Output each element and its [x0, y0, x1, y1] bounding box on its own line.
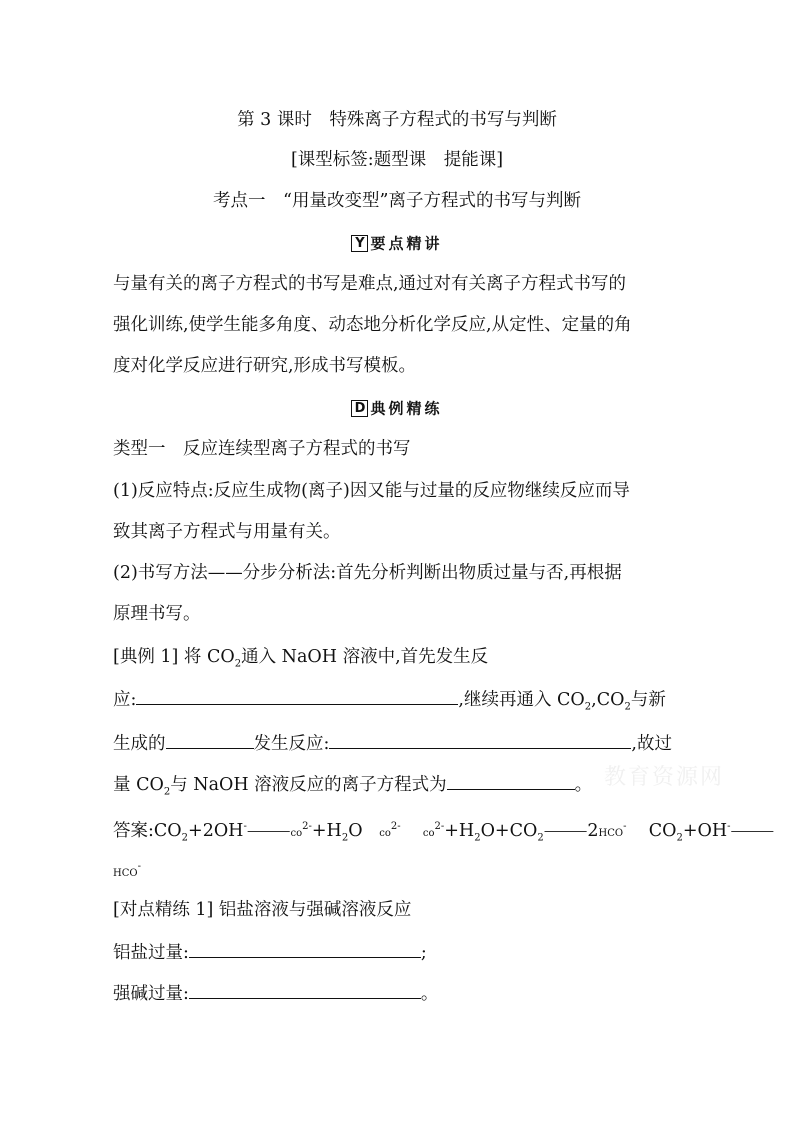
type1-heading: 类型一 反应连续型离子方程式的书写 — [113, 439, 411, 459]
answer-blank-5[interactable] — [189, 939, 421, 958]
answer-eq: HCO — [113, 867, 138, 879]
exercise1-label: 铝盐过量: — [113, 943, 189, 963]
intro-line-1: 与量有关的离子方程式的书写是难点,通过对有关离子方程式书写的 — [113, 274, 627, 294]
badge-label-key-points: 要点精讲 — [370, 234, 443, 253]
example1-text: 与新 — [630, 690, 666, 710]
badge-letter-y: Y — [351, 235, 368, 252]
answer-eq: +H — [311, 820, 342, 841]
answer-eq: O+CO — [480, 820, 538, 841]
lesson-tags: [课型标签:题型课 提能课] — [290, 150, 504, 170]
example1-text: 量 CO — [113, 775, 164, 795]
answer-eq: 2 — [587, 820, 599, 841]
example1-line3 — [113, 730, 672, 756]
example1-text: 。 — [574, 775, 593, 795]
answer-eq: O — [348, 820, 363, 841]
exercise1-line2 — [113, 980, 438, 1006]
answer-line-2: HCO- — [113, 861, 141, 879]
answer-label: 答案: — [113, 820, 154, 841]
lesson-title: 第 3 课时 特殊离子方程式的书写与判断 — [237, 110, 557, 130]
intro-line-2: 强化训练,使学生能多角度、动态地分析化学反应,从定性、定量的角 — [113, 315, 632, 335]
exercise1-line1 — [113, 939, 427, 965]
type1-p1-line2: 致其离子方程式与用量有关。 — [113, 522, 341, 542]
example1-text: 通入 NaOH 溶液中,首先发生反 — [241, 647, 489, 667]
badge-key-points — [0, 231, 794, 256]
badge-letter-d: D — [351, 400, 368, 417]
answer-eq: +2OH — [188, 820, 244, 841]
example1-text: 生成的 — [113, 734, 166, 754]
section-title: 考点一 “用量改变型”离子方程式的书写与判断 — [213, 191, 581, 211]
example1-text: 应: — [113, 690, 137, 710]
type1-p2-line2: 原理书写。 — [113, 604, 201, 624]
exercise1-label: 强碱过量: — [113, 984, 189, 1004]
watermark: 教育资源网 — [604, 765, 725, 790]
example1-line2: 应: ,继续再通入 $CO_2,CO_2$与新 — [113, 686, 666, 720]
answer-blank-1[interactable] — [136, 686, 458, 705]
answer-eq: co — [422, 827, 435, 839]
example1-line1: [典例 1] 将 $CO_2$通入 NaOH 溶液中,首先发生反 — [113, 647, 489, 670]
exercise1-label: ; — [420, 943, 427, 963]
exercise1-heading: [对点精练 1] 铝盐溶液与强碱溶液反应 — [113, 900, 412, 920]
answer-blank-6[interactable] — [189, 980, 421, 999]
example1-text: ,CO — [591, 690, 625, 710]
example1-text: ,继续再通入 CO — [458, 690, 585, 710]
example1-text: 发生反应: — [253, 734, 330, 754]
example1-text: 与 NaOH 溶液反应的离子方程式为 — [170, 775, 447, 795]
intro-line-3: 度对化学反应进行研究,形成书写模板。 — [113, 356, 417, 376]
type1-p1-line1: (1)反应特点:反应生成物(离子)因又能与过量的反应物继续反应而导 — [113, 481, 630, 501]
exercise1-label: 。 — [420, 984, 439, 1004]
answer-line: 答案$:CO_2+2OH^-⸻co^{2-}+H_2O$ $co^{2-}$ $co^{2-}+H_2O+CO_2⸻2HCO^-$ $CO_2+OH^-⸻$ — [113, 820, 775, 844]
example1-text: ,故过 — [631, 734, 672, 754]
answer-eq: HCO — [598, 827, 624, 839]
badge-label-examples: 典例精练 — [370, 399, 443, 418]
answer-eq: co — [379, 827, 391, 839]
badge-examples — [0, 396, 794, 421]
answer-blank-3[interactable] — [329, 730, 631, 749]
answer-eq: +H — [444, 820, 475, 841]
answer-eq: co — [290, 827, 303, 839]
answer-blank-4[interactable] — [447, 771, 575, 790]
answer-eq: CO — [648, 820, 677, 841]
answer-eq: CO — [153, 820, 182, 841]
example1-text: [典例 1] 将 CO — [113, 647, 235, 667]
example1-line4: 量 $CO_2$与 NaOH 溶液反应的离子方程式为 。 — [113, 771, 592, 805]
answer-eq: +OH — [682, 820, 728, 841]
answer-blank-2[interactable] — [166, 730, 254, 749]
type1-p2-line1: (2)书写方法——分步分析法:首先分析判断出物质过量与否,再根据 — [113, 563, 622, 583]
